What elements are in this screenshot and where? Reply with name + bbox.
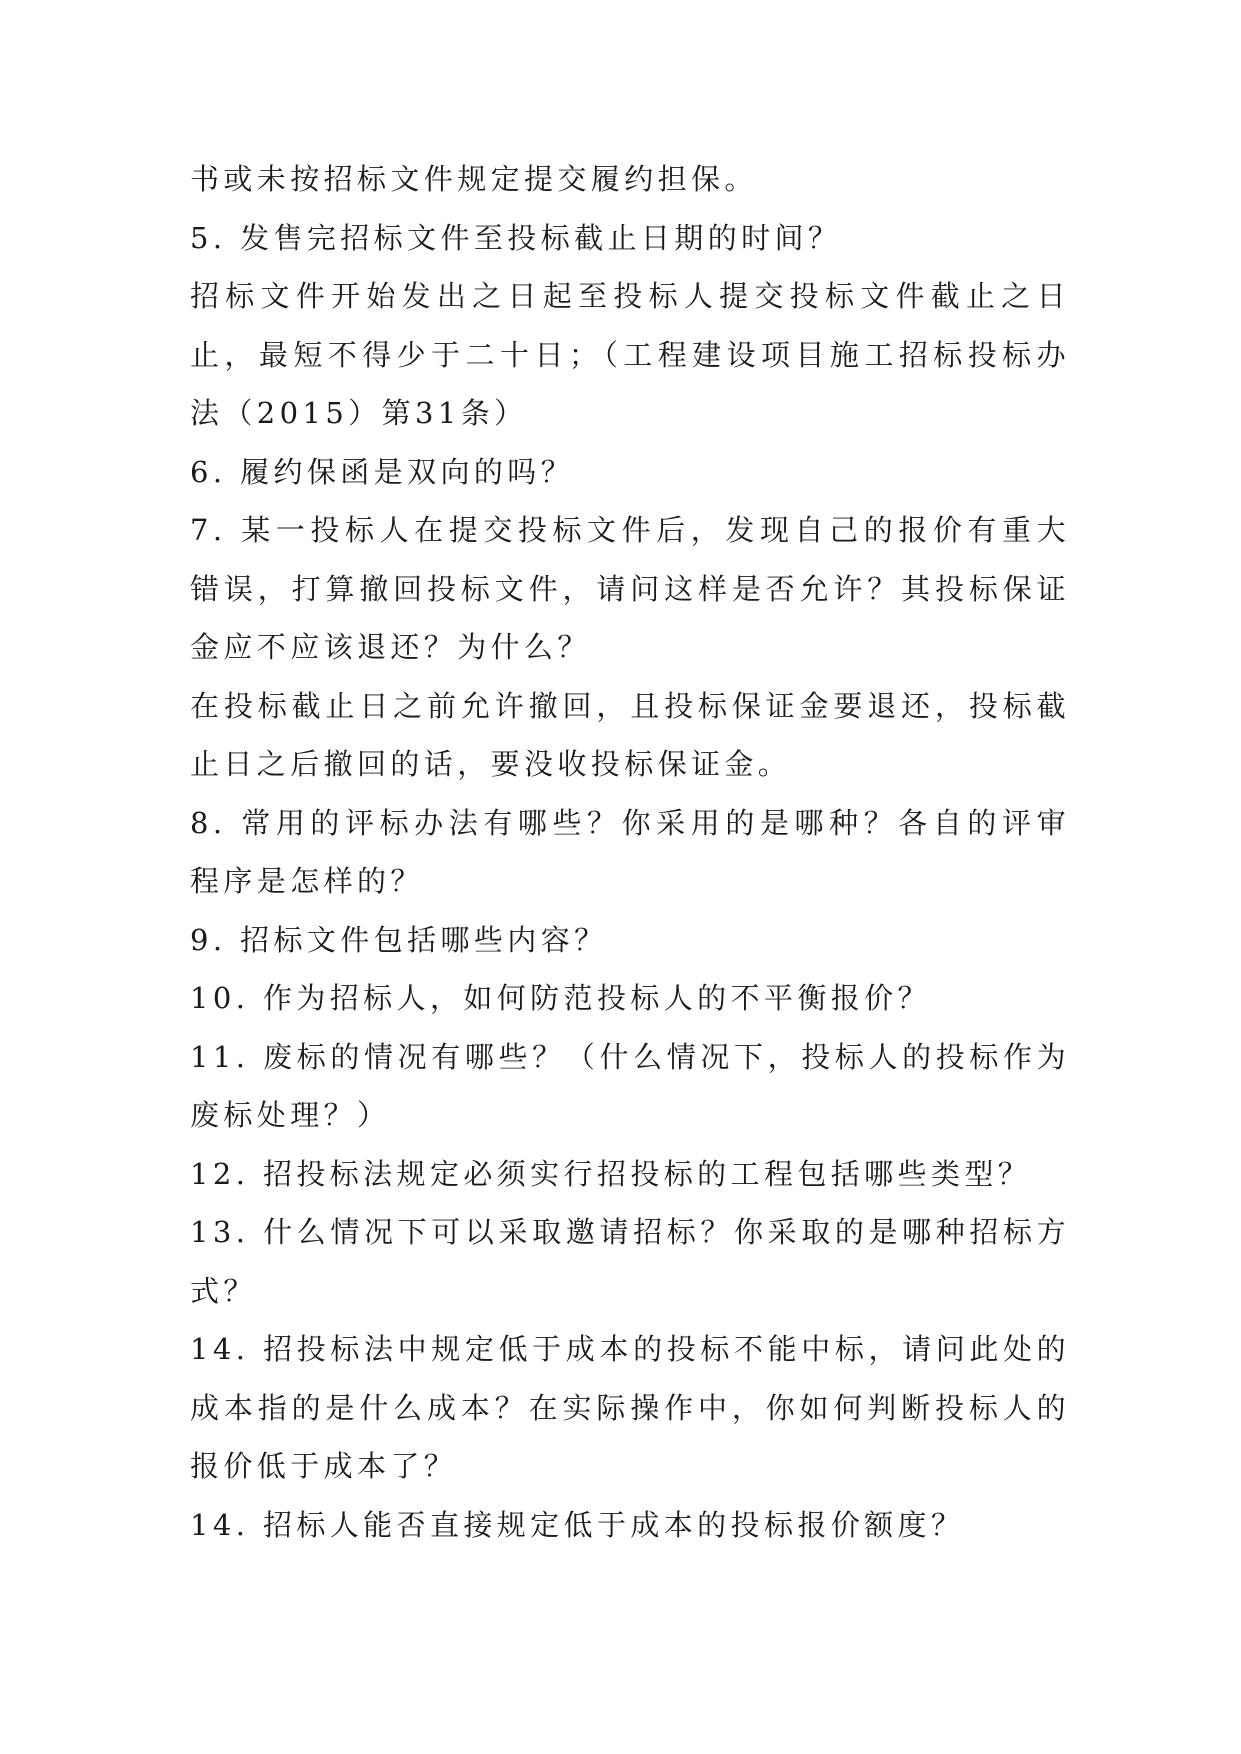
question-7: 7. 某一投标人在提交投标文件后，发现自己的报价有重大错误，打算撤回投标文件，请问这样是否允许？其投标保证金应不应该退还？为什么？: [190, 513, 1070, 664]
document-body: [190, 150, 1070, 1554]
question-8: 8. 常用的评标办法有哪些？你采用的是哪种？各自的评审程序是怎样的？: [190, 805, 1070, 898]
question-13: 13. 什么情况下可以采取邀请招标？你采取的是哪种招标方式？: [190, 1215, 1070, 1308]
question-9: 9. 招标文件包括哪些内容？: [190, 922, 608, 957]
answer-5: 招标文件开始发出之日起至投标人提交投标文件截止之日止，最短不得少于二十日；（工程建设项目施工招标投标办法（2015）第31条）: [190, 279, 1070, 430]
question-10: 10. 作为招标人，如何防范投标人的不平衡报价？: [190, 981, 931, 1015]
question-11: 11. 废标的情况有哪些？（什么情况下，投标人的投标作为废标处理？）: [190, 1039, 1070, 1132]
question-6: 6. 履约保函是双向的吗？: [190, 454, 575, 489]
question-5: 5. 发售完招标文件至投标截止日期的时间？: [190, 220, 842, 255]
question-14b: 14. 招标人能否直接规定低于成本的投标报价额度？: [190, 1507, 965, 1542]
question-12: 12. 招投标法规定必须实行招投标的工程包括哪些类型？: [190, 1156, 1032, 1191]
answer-7: 在投标截止日之前允许撤回，且投标保证金要退还，投标截止日之后撤回的话，要没收投标保证金。: [190, 688, 1070, 781]
question-14a: 14. 招投标法中规定低于成本的投标不能中标，请问此处的成本指的是什么成本？在实际操作中，你如何判断投标人的报价低于成本了？: [190, 1332, 1070, 1483]
paragraph-continuation: 书或未按招标文件规定提交履约担保。: [190, 162, 758, 196]
